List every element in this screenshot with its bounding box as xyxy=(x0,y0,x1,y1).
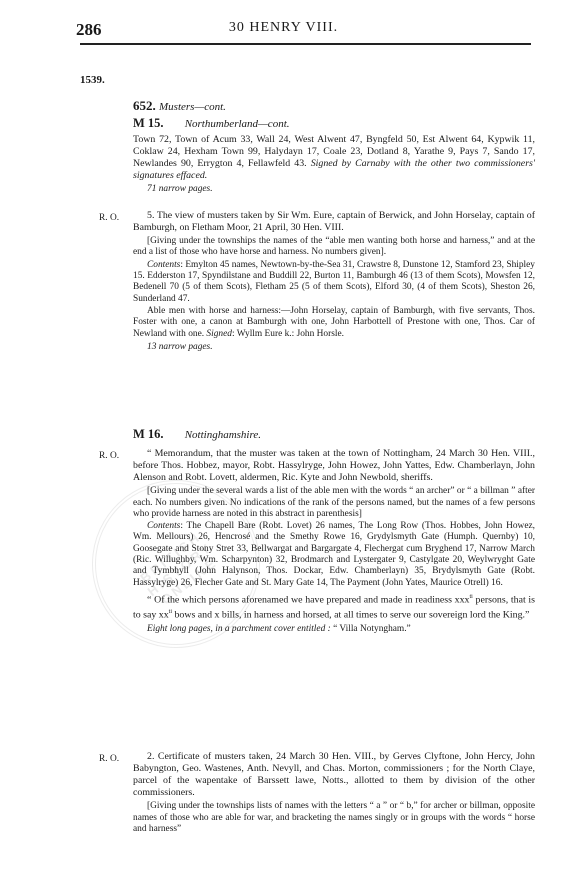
m15-townships: Town 72, Town of Acum 33, Wall 24, West Alwent 47, Byngfeld 50, Est Alwent 64, Kypwik 11, Coklaw 24, Hexham Town 99, Halydayn 17, Coale 23, Dotland 8, Yarathe 9, Pays 7, Sando 17, Newlandes 90, Errygton 4, Fellawfeld 43. xyxy=(133,134,535,170)
m16-memo: “ Memorandum, that the muster was taken at the town of Nottingham, 24 March 30 Hen. VIII., before Thos. Hobbez, mayor, Robt. Hassylryge, John Howez, John Yattes, Edw. Chamberlayn, John Alenson and Robt. Lovett, aldermen, Ric. Kyte and John Newbold, sheriffs. xyxy=(133,448,535,484)
m16-contents-label: Contents xyxy=(147,521,181,532)
pages-note-text: Eight long pages, in a parchment cover entitled : xyxy=(147,623,331,634)
m16-bracket: [Giving under the several wards a list of the able men with the words “ an archer” or “ a billman ” after each. No numbers given. No indications of the rank of the persons named, but the names of a few persons who provide harness are noted in this abstract in parenthesis] xyxy=(133,486,535,519)
m16-code: M 16. xyxy=(133,427,164,441)
m15-county: Northumberland—cont. xyxy=(184,118,290,130)
watermark-text: BRITISH HISTORY ONLINE xyxy=(137,528,221,608)
m15-continued xyxy=(133,134,535,182)
entry-number: 652. xyxy=(133,98,156,113)
m16-block xyxy=(133,448,535,635)
margin-ro-3: R. O. xyxy=(99,754,120,764)
m16-item2-block xyxy=(133,751,535,835)
quote-part-2: persons, that is to say xx xyxy=(133,594,535,621)
page-number: 286 xyxy=(76,20,102,39)
quote-sup-1: ti xyxy=(469,593,473,600)
m15-item5-block xyxy=(133,210,535,353)
quote-part-3: bows and x bills, in harness and horsed, at all times to serve our sovereign lord the King.” xyxy=(172,609,530,621)
margin-ro-2: R. O. xyxy=(99,451,120,461)
quote-part-1: “ Of the which persons aforenamed we have prepared and made in readiness xxx xyxy=(147,594,470,606)
m15-item5-able xyxy=(133,306,535,340)
contents-label: Contents xyxy=(147,259,181,270)
m15-signed-note: Signed by Carnaby with the other two commissioners' signatures effaced. xyxy=(133,158,535,182)
able-text: Able men with horse and harness:—John Horselay, captain of Bamburgh, with five servants, Thos. Foster with one, a canon at Bamburgh with one, John Harbottell of Prestone with one, Thos. Car of Newland with one. xyxy=(133,305,535,339)
m15-code: M 15. xyxy=(133,116,164,130)
m15-pages-2: 13 narrow pages. xyxy=(147,341,213,352)
m15-item5: 5. The view of musters taken by Sir Wm. Eure, captain of Berwick, and John Horselay, captain of Bamburgh, on Fletham Moor, 21 April, 30 Hen. VIII. xyxy=(133,210,535,234)
m16-item2-bracket: [Giving under the townships lists of names with the letters “ a ” or “ b,” for archer or billman, opposite names of those who are able for war, and bracketing the names singly or in groups with the words “ horse and harness” xyxy=(133,801,535,834)
contents-text: : Emylton 45 names, Newtown-by-the-Sea 31, Crawstre 8, Dunstone 12, Stamford 23, Shipley 15. Edderston 17, Spyndilstane and Buddill 22, Burton 11, Bamburgh 46 (13 of them Scots), Mowsfen 12, Bedenell 70 (5 of them Scots), Fletham 25 (5 of them Scots), Elford 30, (4 of them Scots), Sheston 26, Sunderland 47. xyxy=(133,259,535,304)
entry-heading xyxy=(133,100,535,113)
m16-contents-text: : The Chapell Bare (Robt. Lovet) 26 names, The Long Row (Thos. Hobbes, John Howez, Wm. Mellours) 26, Hencrosé and the Smethy Rowe 16, Grydylsmyth Gate (Humph. Quernby) 10, Goosegate and Stony Stret 33, Bellwargat and Bargargate 4, Flechergat cum Bryghend 17, Narrow March (Ric. Willughby, Wm. Scharpynton) 32, Brodmarch and Lystergater 9, Castylgate 20, Weylwryght Gate and Tymbhyll (John Halynson, Thos. Dockar, Edw. Chamberlayn) 35, Brydylsmyth Gate (Robt. Hassylryge) 26, Flecher Gate and St. Mary Gate 14, The Payment (John Yates, Maurice Otrell) 16. xyxy=(133,521,535,588)
year-label: 1539. xyxy=(80,74,105,86)
m16-pages-note xyxy=(133,624,535,635)
signed-text: : Wyllm Eure k.: John Horsle. xyxy=(231,328,344,339)
m16-item2: 2. Certificate of musters taken, 24 March 30 Hen. VIII., by Gerves Clyftone, John Hercy, John Babyngton, Geo. Wastenes, Anth. Nevyll, and Chas. Morton, commissioners ; for the North Claye, parcel of the wapentake of Barssett lawe, Notts., allotted to them by division of the other commissioners. xyxy=(133,751,535,799)
signed-label: Signed xyxy=(206,328,232,339)
m16-contents xyxy=(133,521,535,589)
m15-item5-bracket: [Giving under the townships the names of the “able men wanting both horse and harness,” and at the end a list of those who have horse and harness. No numbers given]. xyxy=(133,236,535,258)
running-head: 30 HENRY VIII. xyxy=(228,20,339,35)
m15-block xyxy=(133,134,535,196)
m15-item5-contents xyxy=(133,260,535,305)
entry-title: Musters—cont. xyxy=(159,101,226,113)
m15-pages-1: 71 narrow pages. xyxy=(147,184,213,195)
m15-heading xyxy=(133,117,535,130)
cover-title: “ Villa Notyngham.” xyxy=(330,623,411,634)
m16-heading xyxy=(133,428,535,441)
m16-quote xyxy=(133,591,535,622)
quote-sup-2: ti xyxy=(168,609,173,616)
m16-county: Nottinghamshire. xyxy=(184,429,261,441)
margin-ro-1: R. O. xyxy=(99,213,120,223)
header-rule xyxy=(80,43,531,45)
